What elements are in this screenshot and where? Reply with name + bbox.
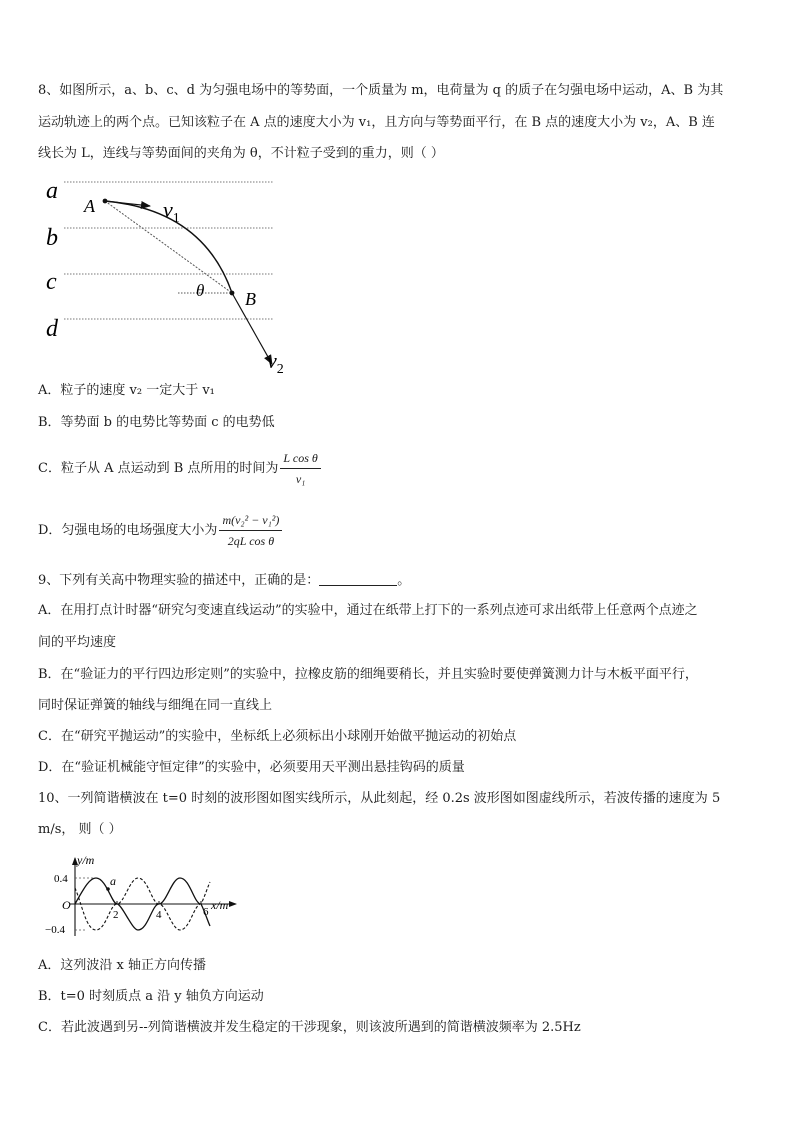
point-a-label: A	[84, 196, 95, 216]
q8-option-b: B．等势面 b 的电势比等势面 c 的电势低	[38, 415, 275, 430]
q9-option-a-line-1: A．在用打点计时器“研究匀变速直线运动”的实验中，通过在纸带上打下的一系列点迹可求出纸带上任意两个点迹之	[38, 603, 698, 618]
q9-answer-blank	[319, 571, 397, 586]
plane-b-label: b	[46, 225, 58, 251]
point-b-label: B	[245, 289, 256, 309]
y-tick-top-label: 0.4	[54, 873, 68, 885]
q10-option-c: C．若此波遇到另--列简谐横波并发生稳定的干涉现象，则该波所遇到的简谐横波频率为 2.5Hz	[38, 1020, 581, 1035]
point-a-dot	[103, 199, 108, 204]
q10-wave-graph	[40, 852, 245, 942]
point-b-dot	[230, 291, 235, 296]
q10-stem-line-2: m/s， 则（ ）	[38, 822, 122, 837]
v1-arrow	[105, 201, 150, 206]
v1-label: $v_1$	[163, 197, 180, 226]
q9-stem: 9、下列有关高中物理实验的描述中，正确的是： 。	[38, 573, 411, 588]
q8-equipotential-figure	[38, 172, 298, 377]
q9-option-b-line-2: 同时保证弹簧的轴线与细绳在同一直线上	[38, 698, 273, 713]
q8-option-a: A．粒子的速度 v₂ 一定大于 v₁	[38, 383, 215, 398]
theta-label: θ	[196, 281, 205, 300]
x-tick-4-label: 4	[156, 909, 162, 921]
x-tick-6-label: 6	[203, 906, 209, 918]
q10-stem-line-1: 10、一列简谐横波在 t=0 时刻的波形图如图实线所示，从此刻起，经 0.2s 波形图如图虚线所示，若波传播的速度为 5	[38, 791, 721, 806]
q8-option-c-fraction: $\frac{\text{L cos θ}}{\text{v₁}}$	[280, 450, 320, 487]
origin-label: O	[62, 898, 71, 912]
q8-option-c	[38, 450, 756, 487]
q8-option-d-text: D．匀强电场的电场强度大小为	[38, 523, 218, 538]
q10-option-a: A．这列波沿 x 轴正方向传播	[38, 958, 206, 973]
q8-option-d-fraction: $\frac{\text{m(v₂² − v₁²)}}{\text{2qL cos θ}}$	[219, 512, 282, 549]
q8-option-d	[38, 512, 756, 549]
q9-option-c: C．在“研究平抛运动”的实验中，坐标纸上必须标出小球刚开始做平抛运动的初始点	[38, 729, 517, 744]
x-tick-2-label: 2	[113, 909, 119, 921]
q10-option-b: B．t=0 时刻质点 a 沿 y 轴负方向运动	[38, 989, 264, 1004]
q8-stem-line-1: 8、如图所示，a、b、c、d 为匀强电场中的等势面，一个质量为 m，电荷量为 q 的质子在匀强电场中运动，A、B 为其	[38, 83, 724, 98]
y-axis-label: y/m	[77, 853, 95, 867]
q8-stem-line-3: 线长为 L，连线与等势面间的夹角为 θ，不计粒子受到的重力，则（ ）	[38, 146, 444, 161]
x-axis-label: x/m	[211, 898, 229, 912]
q9-option-a-line-2: 间的平均速度	[38, 635, 117, 650]
plane-a-label: a	[46, 178, 58, 204]
plane-c-label: c	[46, 269, 57, 295]
q9-option-d: D．在“验证机械能守恒定律”的实验中，必须要用天平测出悬挂钩码的质量	[38, 760, 465, 775]
v2-label: $v_2$	[267, 348, 284, 377]
y-tick-bottom-label: −0.4	[45, 924, 65, 936]
point-a-label: a	[110, 874, 116, 888]
plane-d-label: d	[46, 316, 58, 342]
q8-option-c-text: C．粒子从 A 点运动到 B 点所用的时间为	[38, 461, 279, 476]
q8-stem-line-2: 运动轨迹上的两个点。已知该粒子在 A 点的速度大小为 v₁，且方向与等势面平行，在 B 点的速度大小为 v₂，A、B 连	[38, 115, 715, 130]
q9-option-b-line-1: B．在“验证力的平行四边形定则”的实验中，拉橡皮筋的细绳要稍长，并且实验时要使弹簧测力计与木板平面平行，	[38, 667, 698, 682]
